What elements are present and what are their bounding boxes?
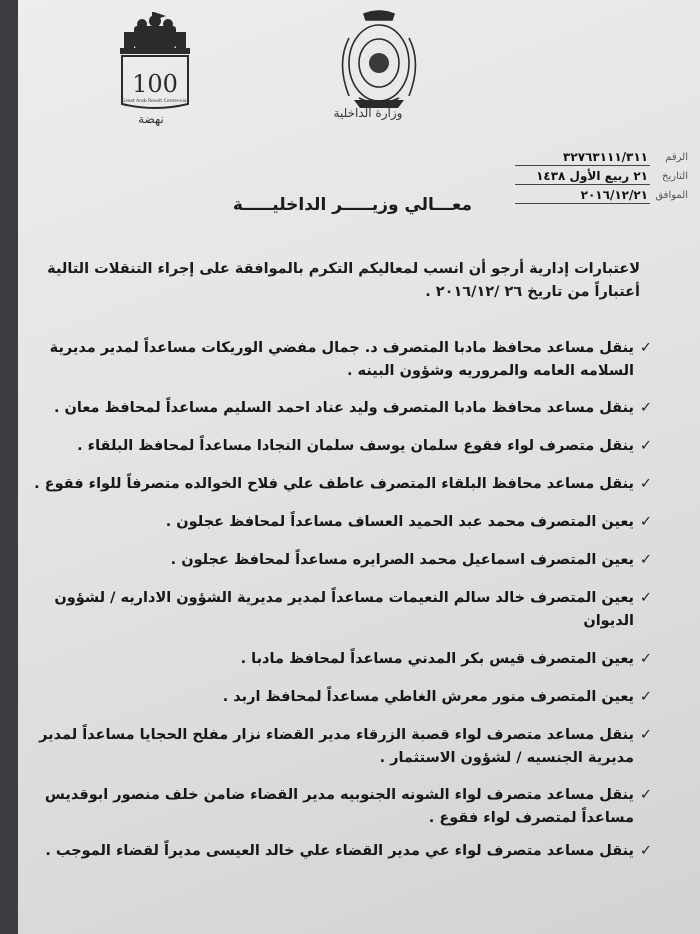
reference-number-row	[488, 150, 688, 169]
list-item: ✓ يعين المتصرف قيس بكر المدني مساعداً لمحافظ مادبا .	[18, 648, 648, 671]
ministry-caption: وزارة الداخلية	[333, 106, 403, 120]
transfer-list	[18, 337, 652, 863]
list-item: ✓ ينقل مساعد محافظ مادبا المتصرف وليد عناد احمد السليم مساعداً لمحافظ معان .	[18, 397, 648, 420]
gregorian-underline	[515, 203, 650, 204]
check-icon: ✓	[639, 843, 652, 859]
gregorian-date-label: الموافق	[655, 190, 688, 201]
check-icon: ✓	[639, 689, 652, 705]
list-item: ✓ يعين المتصرف خالد سالم النعيمات مساعداً لمدير مديرية الشؤون الاداريه / لشؤون الديوان	[18, 587, 648, 633]
list-item: ✓ ينقل مساعد متصرف لواء الشونه الجنوبيه مدير القضاء ضامن خلف منصور ابوقديس مساعداً لمتصرف لواء فقوع .	[18, 784, 648, 830]
hijri-date-label: التاريخ	[662, 171, 688, 182]
list-item: ✓ ينقل مساعد متصرف لواء قصبة الزرقاء مدير القضاء نزار مفلح الحجايا مساعداً لمدير مديرية الجنسيه / لشؤون الاستثمار .	[18, 724, 648, 770]
gregorian-date-row	[488, 188, 688, 207]
list-item: ✓ ينقل متصرف لواء فقوع سلمان يوسف سلمان النجادا مساعداً لمحافظ البلقاء .	[18, 435, 648, 458]
check-icon: ✓	[639, 651, 652, 667]
svg-text:Great Arab Revolt Centennial: Great Arab Revolt Centennial	[122, 99, 188, 104]
logo-caption: نهضة	[138, 112, 164, 126]
intro-paragraph: لاعتبارات إدارية أرجو أن انسب لمعاليكم التكرم بالموافقة على إجراء التنقلات التالية أعتباراً من تاريخ ٢٦ /٢٠١٦/١٢ .	[47, 261, 640, 300]
reference-underline	[515, 165, 650, 166]
check-icon: ✓	[639, 514, 652, 530]
hijri-date-row	[488, 169, 688, 188]
svg-text:100: 100	[132, 70, 178, 98]
list-item: ✓ ينقل مساعد محافظ البلقاء المتصرف عاطف علي فلاح الخوالده متصرفاً للواء فقوع .	[18, 473, 648, 496]
list-item: ✓ يعين المتصرف اسماعيل محمد الصرايره مساعداً لمحافظ عجلون .	[18, 549, 648, 572]
reference-number-label: الرقم	[665, 152, 688, 163]
check-icon: ✓	[639, 476, 652, 492]
list-item: ✓ ينقل مساعد محافظ مادبا المتصرف د. جمال مفضي الوريكات مساعداً لمدير مديرية السلامه العامه والمروريه وشؤون البينه .	[18, 337, 648, 383]
letter-page	[18, 0, 700, 934]
reference-block	[488, 150, 688, 207]
check-icon: ✓	[639, 590, 652, 606]
check-icon: ✓	[639, 787, 652, 803]
hijri-underline	[515, 184, 650, 185]
check-icon: ✓	[639, 727, 652, 743]
gregorian-date-value: ٢٠١٦/١٢/٢١	[580, 188, 648, 202]
list-item: ✓ يعين المتصرف منور معرش الغاطي مساعداً لمحافظ اربد .	[18, 686, 648, 709]
list-item: ✓ يعين المتصرف محمد عبد الحميد العساف مساعداً لمحافظ عجلون .	[18, 511, 648, 534]
check-icon: ✓	[639, 438, 652, 454]
hijri-date-value: ٢١ ربيع الأول ١٤٣٨	[536, 169, 648, 183]
reference-number-value: ٣٢٧٦٣١١١/٣١١	[563, 150, 648, 164]
check-icon: ✓	[639, 400, 652, 416]
check-icon: ✓	[639, 340, 652, 356]
list-item: ✓ ينقل مساعد متصرف لواء عي مدير القضاء علي خالد العيسى مديراً لقضاء الموجب .	[18, 840, 648, 863]
addressee: معـــالي وزيـــــر الداخليـــــة	[232, 195, 472, 215]
check-icon: ✓	[639, 552, 652, 568]
